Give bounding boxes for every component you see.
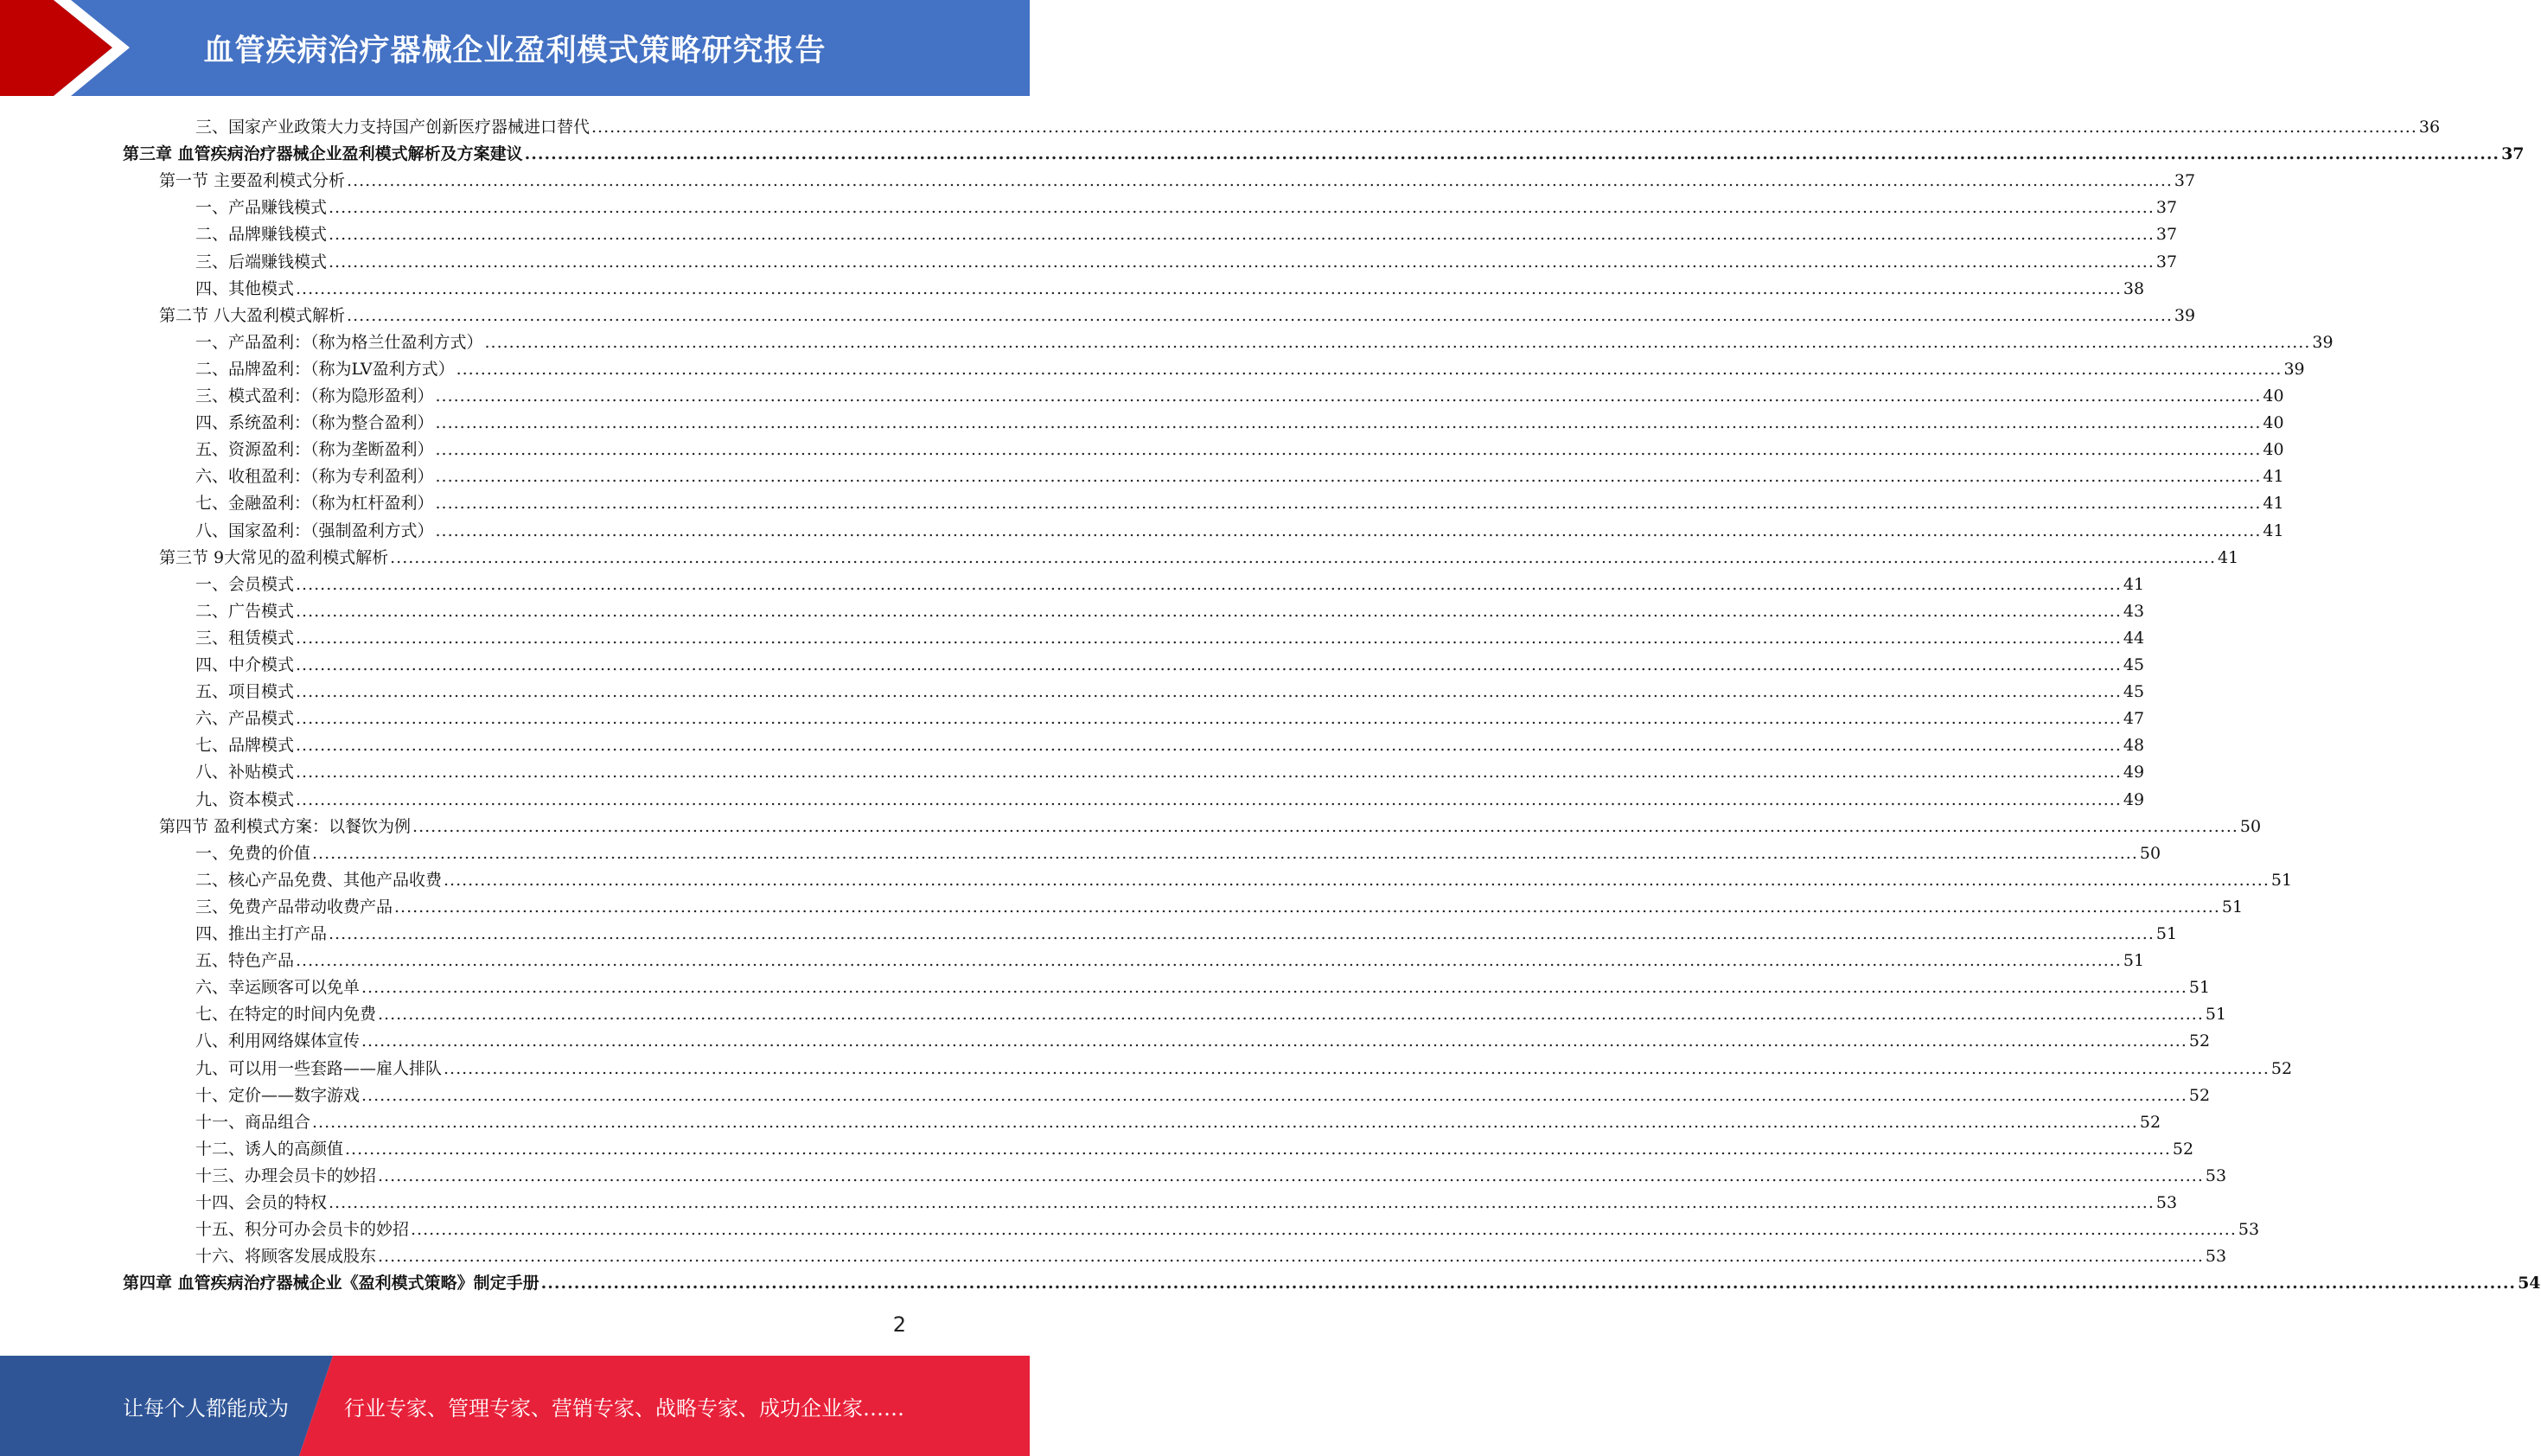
- toc-entry-page: 39: [2174, 305, 2196, 325]
- toc-entry-label: 九、可以用一些套路——雇人排队: [195, 1058, 443, 1078]
- toc-leader-dots: ............................................................................................................................................................................................................................................................................................................: [329, 924, 2155, 943]
- toc-entry-page: 51: [2188, 978, 2211, 998]
- toc-entry-page: 49: [2123, 763, 2145, 782]
- toc-item-entry[interactable]: [195, 917, 2178, 944]
- toc-entry-label: 八、补贴模式: [195, 763, 295, 782]
- toc-item-entry[interactable]: [195, 1025, 2211, 1051]
- toc-entry-page: 37: [2155, 252, 2178, 271]
- footer-slogan-right: 行业专家、管理专家、营销专家、战略专家、成功企业家……: [344, 1395, 904, 1421]
- toc-entry-label: 四、推出主打产品: [195, 924, 328, 943]
- toc-entry-label: 五、资源盈利：（称为垄断盈利）: [195, 440, 434, 460]
- toc-entry-label: 第二节 八大盈利模式解析: [159, 305, 346, 325]
- toc-item-entry[interactable]: [195, 648, 2145, 675]
- toc-leader-dots: ............................................................................................................................................................................................................................................................................................................: [524, 144, 2500, 164]
- toc-entry-label: 十、定价——数字游戏: [195, 1085, 361, 1105]
- toc-entry-page: 45: [2123, 655, 2145, 674]
- toc-item-entry[interactable]: [195, 891, 2244, 917]
- toc-entry-label: 二、广告模式: [195, 601, 295, 621]
- toc-leader-dots: ............................................................................................................................................................................................................................................................................................................: [296, 736, 2122, 756]
- toc-entry-label: 八、国家盈利：（强制盈利方式）: [195, 520, 434, 540]
- toc-entry-page: 41: [2263, 520, 2284, 540]
- toc-entry-page: 41: [2263, 467, 2284, 487]
- toc-leader-dots: ............................................................................................................................................................................................................................................................................................................: [390, 547, 2217, 567]
- toc-entry-label: 十一、商品组合: [195, 1112, 311, 1132]
- toc-leader-dots: ............................................................................................................................................................................................................................................................................................................: [435, 440, 2262, 460]
- toc-item-entry[interactable]: [195, 1240, 2227, 1267]
- toc-item-entry[interactable]: [195, 971, 2211, 998]
- toc-item-entry[interactable]: [195, 487, 2284, 514]
- toc-item-entry[interactable]: [195, 246, 2178, 272]
- toc-item-entry[interactable]: [195, 433, 2284, 460]
- toc-entry-page: 54: [2518, 1274, 2541, 1293]
- toc-item-entry[interactable]: [195, 111, 2441, 137]
- toc-entry-label: 十四、会员的特权: [195, 1193, 328, 1212]
- toc-entry-page: 52: [2188, 1085, 2211, 1105]
- toc-entry-label: 一、产品盈利：（称为格兰仕盈利方式）: [195, 332, 483, 352]
- toc-item-entry[interactable]: [195, 272, 2145, 299]
- toc-entry-label: 第四章 血管疾病治疗器械企业《盈利模式策略》制定手册: [123, 1274, 539, 1293]
- header-title: 血管疾病治疗器械企业盈利模式策略研究报告: [203, 33, 827, 68]
- toc-entry-page: 50: [2139, 843, 2161, 863]
- footer-slogan-left: 让每个人都能成为: [123, 1395, 289, 1421]
- toc-entry-page: 52: [2188, 1031, 2211, 1051]
- toc-leader-dots: ............................................................................................................................................................................................................................................................................................................: [394, 897, 2220, 916]
- toc-item-entry[interactable]: [195, 837, 2161, 864]
- toc-leader-dots: ............................................................................................................................................................................................................................................................................................................: [296, 601, 2122, 621]
- toc-item-entry[interactable]: [195, 675, 2145, 702]
- toc-entry-page: 52: [2172, 1139, 2194, 1159]
- toc-leader-dots: ............................................................................................................................................................................................................................................................................................................: [378, 1165, 2204, 1185]
- toc-entry-page: 39: [2312, 332, 2334, 352]
- toc-entry-label: 三、模式盈利：（称为隐形盈利）: [195, 386, 434, 406]
- toc-item-entry[interactable]: [195, 191, 2178, 218]
- toc-entry-label: 四、其他模式: [195, 278, 295, 298]
- toc-item-entry[interactable]: [195, 864, 2293, 891]
- toc-entry-label: 七、在特定的时间内免费: [195, 1005, 377, 1025]
- page-number: 2: [892, 1312, 906, 1337]
- toc-item-entry[interactable]: [195, 218, 2178, 245]
- toc-leader-dots: ............................................................................................................................................................................................................................................................................................................: [378, 1005, 2204, 1025]
- toc-entry-label: 十三、办理会员卡的妙招: [195, 1165, 377, 1185]
- toc-entry-page: 51: [2155, 924, 2178, 943]
- toc-item-entry[interactable]: [195, 729, 2145, 756]
- toc-leader-dots: ............................................................................................................................................................................................................................................................................................................: [296, 951, 2122, 971]
- toc-item-entry[interactable]: [195, 380, 2284, 406]
- toc-leader-dots: ............................................................................................................................................................................................................................................................................................................: [347, 171, 2173, 191]
- toc-leader-dots: ............................................................................................................................................................................................................................................................................................................: [296, 789, 2122, 809]
- toc-entry-page: 40: [2263, 386, 2284, 406]
- toc-leader-dots: ............................................................................................................................................................................................................................................................................................................: [296, 628, 2122, 648]
- toc-entry-label: 一、免费的价值: [195, 843, 311, 863]
- toc-leader-dots: ............................................................................................................................................................................................................................................................................................................: [378, 1247, 2204, 1267]
- toc-entry-page: 37: [2501, 144, 2525, 164]
- toc-entry-page: 37: [2174, 171, 2196, 191]
- toc-entry-label: 一、会员模式: [195, 574, 295, 594]
- toc-section-entry[interactable]: [159, 541, 2239, 568]
- toc-leader-dots: ............................................................................................................................................................................................................................................................................................................: [435, 413, 2262, 433]
- toc-leader-dots: ............................................................................................................................................................................................................................................................................................................: [361, 978, 2187, 998]
- toc-entry-label: 七、品牌模式: [195, 736, 295, 756]
- toc-entry-label: 五、特色产品: [195, 951, 295, 971]
- toc-entry-page: 39: [2283, 359, 2305, 379]
- toc-leader-dots: ............................................................................................................................................................................................................................................................................................................: [312, 1112, 2138, 1132]
- toc-entry-page: 36: [2418, 118, 2441, 137]
- toc-entry-page: 40: [2263, 413, 2284, 433]
- toc-leader-dots: ............................................................................................................................................................................................................................................................................................................: [296, 278, 2122, 298]
- toc-section-entry[interactable]: [159, 299, 2196, 326]
- toc-item-entry[interactable]: [195, 1133, 2194, 1159]
- toc-leader-dots: ............................................................................................................................................................................................................................................................................................................: [329, 252, 2155, 271]
- toc-entry-page: 51: [2123, 951, 2145, 971]
- toc-leader-dots: ............................................................................................................................................................................................................................................................................................................: [435, 494, 2262, 514]
- toc-entry-label: 第一节 主要盈利模式分析: [159, 171, 346, 191]
- toc-entry-label: 八、利用网络媒体宣传: [195, 1031, 361, 1051]
- toc-entry-label: 七、金融盈利：（称为杠杆盈利）: [195, 494, 434, 514]
- page-header: [0, 0, 1030, 96]
- toc-chapter-entry[interactable]: [123, 137, 2525, 164]
- toc-leader-dots: ............................................................................................................................................................................................................................................................................................................: [329, 198, 2155, 218]
- toc-entry-page: 44: [2123, 628, 2145, 648]
- toc-item-entry[interactable]: [195, 702, 2145, 729]
- toc-leader-dots: ............................................................................................................................................................................................................................................................................................................: [540, 1274, 2517, 1293]
- toc-entry-page: 37: [2155, 225, 2178, 245]
- toc-leader-dots: ............................................................................................................................................................................................................................................................................................................: [347, 305, 2173, 325]
- toc-entry-page: 53: [2238, 1220, 2260, 1240]
- toc-item-entry[interactable]: [195, 1106, 2161, 1133]
- toc-section-entry[interactable]: [159, 164, 2196, 191]
- toc-leader-dots: ............................................................................................................................................................................................................................................................................................................: [329, 1193, 2155, 1212]
- toc-entry-label: 十六、将顾客发展成股东: [195, 1247, 377, 1267]
- toc-item-entry[interactable]: [195, 1186, 2178, 1213]
- toc-entry-page: 47: [2123, 709, 2145, 729]
- toc-entry-label: 一、产品赚钱模式: [195, 198, 328, 218]
- toc-item-entry[interactable]: [195, 406, 2284, 433]
- toc-entry-page: 38: [2123, 278, 2145, 298]
- toc-entry-label: 十二、诱人的高颜值: [195, 1139, 344, 1159]
- toc-entry-page: 41: [2123, 574, 2145, 594]
- toc-entry-label: 第三节 9大常见的盈利模式解析: [159, 547, 389, 567]
- toc-item-entry[interactable]: [195, 514, 2284, 541]
- toc-item-entry[interactable]: [195, 622, 2145, 648]
- toc-item-entry[interactable]: [195, 1159, 2227, 1186]
- toc-entry-label: 二、品牌赚钱模式: [195, 225, 328, 245]
- toc-entry-page: 50: [2239, 816, 2262, 836]
- toc-entry-label: 四、系统盈利：（称为整合盈利）: [195, 413, 434, 433]
- toc-entry-label: 第四节 盈利模式方案：以餐饮为例: [159, 816, 412, 836]
- toc-entry-label: 六、产品模式: [195, 709, 295, 729]
- toc-leader-dots: ............................................................................................................................................................................................................................................................................................................: [329, 225, 2155, 245]
- page-footer: [0, 1356, 1030, 1456]
- toc-leader-dots: ............................................................................................................................................................................................................................................................................................................: [345, 1139, 2171, 1159]
- toc-item-entry[interactable]: [195, 944, 2145, 971]
- toc-entry-label: 三、国家产业政策大力支持国产创新医疗器械进口替代: [195, 118, 591, 137]
- toc-entry-page: 37: [2155, 198, 2178, 218]
- toc-item-entry[interactable]: [195, 326, 2334, 353]
- toc-entry-label: 三、租赁模式: [195, 628, 295, 648]
- toc-entry-page: 53: [2205, 1247, 2227, 1267]
- toc-leader-dots: ............................................................................................................................................................................................................................................................................................................: [456, 359, 2282, 379]
- toc-entry-label: 第三章 血管疾病治疗器械企业盈利模式解析及方案建议: [123, 144, 523, 164]
- toc-leader-dots: ............................................................................................................................................................................................................................................................................................................: [435, 467, 2262, 487]
- toc-leader-dots: ............................................................................................................................................................................................................................................................................................................: [411, 1220, 2237, 1240]
- toc-item-entry[interactable]: [195, 783, 2145, 810]
- toc-entry-page: 52: [2139, 1112, 2161, 1132]
- toc-entry-label: 十五、积分可办会员卡的妙招: [195, 1220, 410, 1240]
- toc-entry-page: 53: [2205, 1165, 2227, 1185]
- toc-entry-label: 九、资本模式: [195, 789, 295, 809]
- toc-leader-dots: ............................................................................................................................................................................................................................................................................................................: [312, 843, 2138, 863]
- toc-leader-dots: ............................................................................................................................................................................................................................................................................................................: [591, 118, 2417, 137]
- toc-leader-dots: ............................................................................................................................................................................................................................................................................................................: [361, 1085, 2187, 1105]
- toc-section-entry[interactable]: [159, 810, 2262, 837]
- toc-item-entry[interactable]: [195, 998, 2227, 1025]
- toc-leader-dots: ............................................................................................................................................................................................................................................................................................................: [296, 655, 2122, 674]
- toc-entry-label: 五、项目模式: [195, 682, 295, 702]
- toc-entry-label: 三、免费产品带动收费产品: [195, 897, 393, 916]
- toc-entry-page: 43: [2123, 601, 2145, 621]
- toc-entry-page: 40: [2263, 440, 2284, 460]
- toc-entry-label: 三、后端赚钱模式: [195, 252, 328, 271]
- toc-item-entry[interactable]: [195, 460, 2284, 487]
- toc-entry-label: 六、幸运顾客可以免单: [195, 978, 361, 998]
- toc-item-entry[interactable]: [195, 353, 2305, 380]
- toc-leader-dots: ............................................................................................................................................................................................................................................................................................................: [412, 816, 2238, 836]
- toc-entry-label: 六、收租盈利：（称为专利盈利）: [195, 467, 434, 487]
- toc-entry-page: 45: [2123, 682, 2145, 702]
- toc-entry-page: 51: [2221, 897, 2244, 916]
- toc-leader-dots: ............................................................................................................................................................................................................................................................................................................: [296, 682, 2122, 702]
- toc-entry-page: 53: [2155, 1193, 2178, 1212]
- toc-leader-dots: ............................................................................................................................................................................................................................................................................................................: [444, 1058, 2270, 1078]
- toc-item-entry[interactable]: [195, 1052, 2293, 1079]
- toc-entry-page: 48: [2123, 736, 2145, 756]
- toc-leader-dots: ............................................................................................................................................................................................................................................................................................................: [435, 386, 2262, 406]
- toc-chapter-entry[interactable]: [123, 1267, 2541, 1293]
- toc-entry-page: 41: [2218, 547, 2239, 567]
- toc-leader-dots: ............................................................................................................................................................................................................................................................................................................: [484, 332, 2311, 352]
- toc-item-entry[interactable]: [195, 595, 2145, 622]
- toc-entry-page: 41: [2263, 494, 2284, 514]
- toc-entry-page: 52: [2270, 1058, 2293, 1078]
- toc-leader-dots: ............................................................................................................................................................................................................................................................................................................: [435, 520, 2262, 540]
- toc-entry-page: 51: [2270, 870, 2293, 890]
- toc-leader-dots: ............................................................................................................................................................................................................................................................................................................: [444, 870, 2270, 890]
- toc-entry-label: 四、中介模式: [195, 655, 295, 674]
- toc-item-entry[interactable]: [195, 756, 2145, 782]
- toc-item-entry[interactable]: [195, 568, 2145, 595]
- toc-leader-dots: ............................................................................................................................................................................................................................................................................................................: [296, 574, 2122, 594]
- toc-item-entry[interactable]: [195, 1213, 2260, 1240]
- toc-leader-dots: ............................................................................................................................................................................................................................................................................................................: [296, 709, 2122, 729]
- toc-leader-dots: ............................................................................................................................................................................................................................................................................................................: [361, 1031, 2187, 1051]
- toc-entry-label: 二、核心产品免费、其他产品收费: [195, 870, 443, 890]
- toc-entry-page: 49: [2123, 789, 2145, 809]
- toc-item-entry[interactable]: [195, 1079, 2211, 1106]
- toc-leader-dots: ............................................................................................................................................................................................................................................................................................................: [296, 763, 2122, 782]
- toc-entry-label: 二、品牌盈利：（称为LV盈利方式）: [195, 359, 455, 379]
- toc-entry-page: 51: [2205, 1005, 2227, 1025]
